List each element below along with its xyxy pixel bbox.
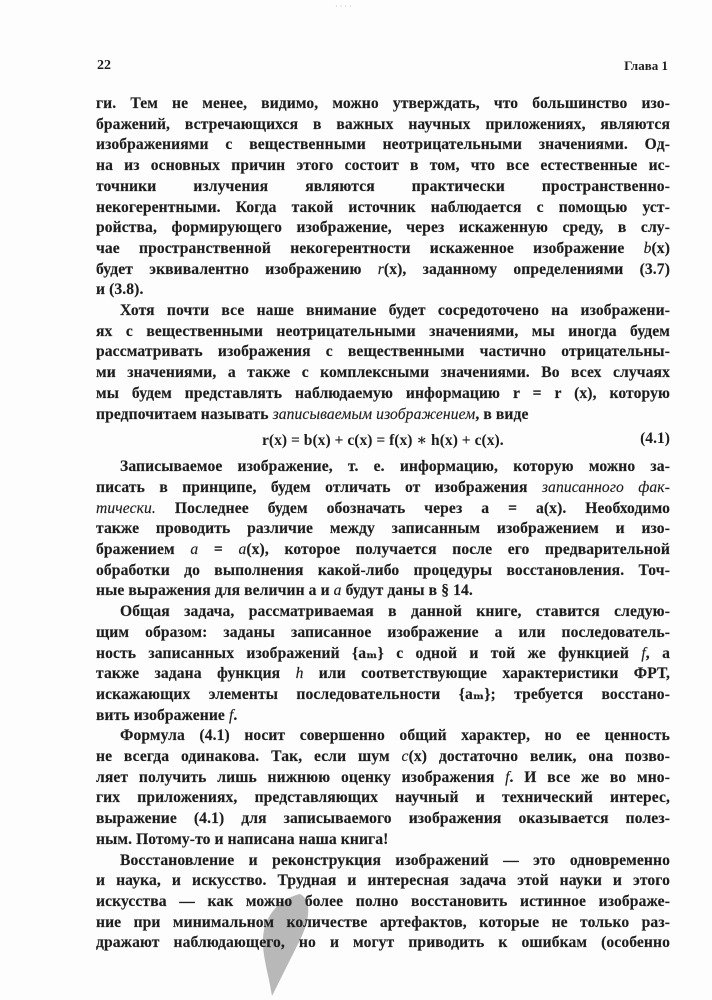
- text-segment: искусства — как можно более полно восстановить истинное изображе-: [96, 892, 670, 910]
- italic-term: r: [377, 260, 384, 278]
- text-segment: Последнее будем обозначать через a = a(x). Необходимо: [155, 499, 670, 517]
- text-segment: ях с вещественными неотрицательными значениями, мы иногда будем: [96, 322, 670, 340]
- italic-term: a: [190, 541, 199, 558]
- italic-term: f: [228, 706, 234, 724]
- equation-number: (4.1): [640, 430, 670, 447]
- text-segment: или соответствующие характеристики ФРТ,: [303, 665, 670, 683]
- text-line: [96, 581, 670, 601]
- italic-term: a: [238, 541, 247, 558]
- text-segment: (x), заданному определениями (3.7): [383, 260, 670, 278]
- text-line: [96, 830, 670, 850]
- text-segment: изображениями с вещественными неотрицательными значениями. Од-: [96, 136, 670, 154]
- italic-term: c: [401, 748, 409, 765]
- text-segment: Общая задача, рассматриваемая в данной книге, ставится следую-: [120, 603, 670, 621]
- text-segment: некогерентными. Когда такой источник наблюдается с помощью уст-: [96, 198, 670, 216]
- text-line: [96, 913, 670, 933]
- text-segment: , а: [645, 644, 670, 662]
- text-segment: искажающих элементы последовательности {aₘ}; требуется восстано-: [96, 685, 670, 703]
- text-segment: рассматривать изображения с вещественными частично отрицательны-: [96, 343, 670, 361]
- text-segment: ность записанных изображений {aₘ} с одной и той же функцией: [96, 644, 642, 662]
- text-line: [96, 342, 670, 362]
- text-segment: ные выражения для величин a и: [96, 582, 334, 600]
- text-segment: ляет получить лишь нижнюю оценку изображения: [96, 768, 506, 786]
- text-segment: =: [198, 541, 239, 558]
- text-segment: также проводить различие между записанным изображением и изо-: [96, 520, 670, 538]
- text-line: [96, 561, 670, 581]
- italic-term: h: [295, 665, 304, 683]
- text-segment: Хотя почти все наше внимание будет сосредоточено на изображени-: [120, 302, 670, 319]
- text-line: [96, 260, 670, 280]
- text-line: [96, 322, 670, 342]
- text-line: [96, 363, 670, 383]
- text-segment: мы будем представлять наблюдаемую информацию r = r (x), которую: [96, 384, 670, 402]
- text-segment: (x) достаточно велик, она позво-: [408, 748, 671, 765]
- text-segment: ным. Потому-то и написана наша книга!: [96, 830, 389, 848]
- text-line: [96, 644, 670, 664]
- italic-term: f: [641, 644, 646, 662]
- text-line: [96, 851, 670, 871]
- text-line: [96, 768, 670, 788]
- text-line: [96, 706, 670, 726]
- text-segment: не всегда одинакова. Так, если шум: [96, 748, 402, 765]
- text-line: [96, 602, 670, 622]
- text-segment: гих приложениях, представляющих научный и технический интерес,: [96, 789, 670, 807]
- text-line: [96, 239, 670, 259]
- text-line: [96, 933, 670, 953]
- italic-term: тически.: [96, 499, 156, 517]
- running-header-chapter: Глава 1: [624, 58, 668, 73]
- text-segment: выражение (4.1) для записываемого изображения оказывается полез-: [96, 810, 670, 828]
- italic-term: записываемым изображением: [272, 405, 476, 423]
- italic-term: b: [643, 239, 652, 257]
- italic-term: f: [505, 768, 510, 786]
- text-segment: вить изображение: [96, 706, 229, 724]
- text-segment: писать в принципе, будем отличать от изображения: [96, 478, 542, 496]
- text-line: [96, 405, 670, 425]
- text-line: [96, 623, 670, 643]
- text-segment: щим образом: заданы записанное изображение a или последователь-: [96, 623, 670, 641]
- text-segment: (x): [651, 239, 670, 257]
- text-segment: также задана функция: [96, 665, 296, 683]
- text-segment: будут даны в § 14.: [341, 582, 473, 600]
- text-segment: ние при минимальном количестве артефактов, которые не только раз-: [96, 913, 670, 931]
- text-segment: и (3.8).: [96, 281, 144, 299]
- text-segment: .: [233, 706, 238, 724]
- text-line: [96, 135, 670, 155]
- text-line: [96, 747, 670, 767]
- text-line: [96, 809, 670, 829]
- text-segment: ройства, формирующего изображение, через искаженную среду, в слу-: [96, 219, 670, 237]
- text-line: [96, 871, 670, 891]
- text-segment: . И все же во мно-: [509, 768, 670, 786]
- text-segment: (x), которое получается после его предварительной: [246, 541, 671, 558]
- text-segment: на из основных причин этого состоит в том, что все естественные ис-: [96, 157, 670, 175]
- text-segment: чае пространственной некогерентности искаженное изображение: [96, 239, 644, 257]
- equation: r(x) = b(x) + c(x) = f(x) ∗ h(x) + c(x).: [262, 432, 504, 449]
- text-line: [96, 301, 670, 321]
- text-line: [96, 540, 670, 560]
- text-segment: точники излучения являются практически пространственно-: [96, 177, 670, 195]
- text-line: [96, 788, 670, 808]
- text-segment: ми значениями, а также с комплексными значениями. Во всех случаях: [96, 364, 670, 382]
- text-segment: бражением: [96, 541, 191, 558]
- text-line: [96, 280, 670, 300]
- text-line: [96, 218, 670, 238]
- text-line: [96, 478, 670, 498]
- text-line: [96, 156, 670, 176]
- text-segment: и наука, и искусство. Трудная и интересная задача этой науки и этого: [96, 872, 670, 890]
- text-line: [96, 685, 670, 705]
- italic-term: a: [333, 582, 342, 600]
- text-segment: Формула (4.1) носит совершенно общий характер, но ее ценность: [120, 727, 670, 745]
- text-line: [96, 198, 670, 218]
- scan-artifact: · · · ·: [335, 2, 352, 11]
- text-line: [96, 519, 670, 539]
- text-line: [96, 457, 670, 477]
- text-segment: Восстановление и реконструкция изображений — это одновременно: [120, 851, 670, 869]
- text-line: [96, 94, 670, 114]
- text-line: [96, 499, 670, 519]
- text-segment: , в виде: [475, 405, 529, 423]
- text-line: [96, 726, 670, 746]
- text-segment: бражений, встречающихся в важных научных приложениях, являются: [96, 115, 670, 133]
- page-number: 22: [97, 58, 111, 73]
- text-segment: ги. Тем не менее, видимо, можно утверждать, что большинство изо-: [96, 95, 670, 112]
- text-line: [96, 115, 670, 135]
- text-segment: будет эквивалентно изображению: [96, 260, 378, 278]
- text-segment: предпочитаем называть: [96, 405, 273, 423]
- text-segment: обработки до выполнения какой-либо процедуры восстановления. Точ-: [96, 561, 670, 579]
- italic-term: записанного фак-: [541, 478, 670, 496]
- text-segment: дражают наблюдающего, но и могут приводить к ошибкам (особенно: [96, 934, 670, 952]
- text-line: [96, 177, 670, 197]
- text-line: [96, 384, 670, 404]
- text-segment: Записываемое изображение, т. е. информацию, которую можно за-: [120, 458, 670, 476]
- text-line: [96, 892, 670, 912]
- text-line: [96, 664, 670, 684]
